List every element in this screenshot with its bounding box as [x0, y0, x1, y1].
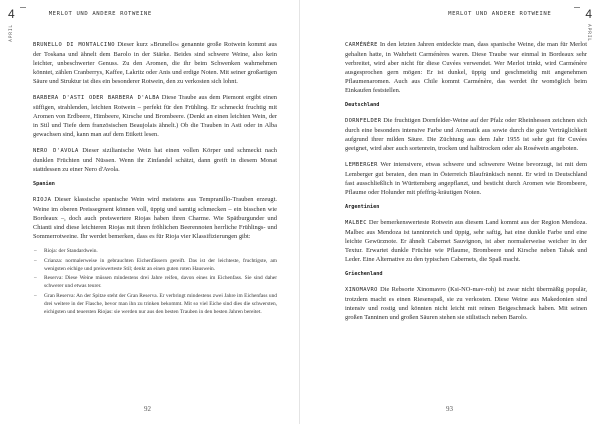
right-header-rule: [574, 7, 580, 8]
left-side-label: APRIL: [9, 24, 14, 42]
right-running-title: MERLOT UND ANDERE ROTWEINE: [448, 11, 552, 17]
wine-term: BARBERA D'ASTI ODER BARBERA D'ALBA: [33, 95, 160, 102]
wine-entry: [345, 218, 587, 264]
wine-entry: [33, 146, 277, 174]
wine-entry: [345, 160, 587, 197]
wine-entry: [345, 285, 587, 322]
wine-entry: [33, 93, 277, 139]
country-heading: Deutschland: [345, 102, 380, 109]
left-header: [8, 7, 288, 21]
wine-entry: [345, 116, 587, 153]
right-chapter-number: 4: [585, 7, 592, 21]
left-content: [33, 40, 277, 319]
left-chapter-number: 4: [8, 7, 15, 21]
country-heading: Griechenland: [345, 271, 383, 278]
country-heading: Spanien: [33, 180, 55, 187]
wine-description: Wer intensivere, etwas schwere und schwerere Weine bevorzugt, ist mit dem Lemberger gut beraten, den man in Österreich Blaufränkisch nennt. Er wird in Deutschland fast ausschließlich in Württemberg angepflanzt, und besticht durch Aromen wie Brombeere, Pflaume oder Holunder mit pfeffrig-kräutigen Noten.: [345, 161, 587, 196]
wine-term: RIOJA: [33, 196, 52, 203]
left-header-rule: [20, 7, 26, 8]
right-page: [300, 0, 600, 424]
wine-description: Diese Traube aus dem Piemont ergibt einen süffigen, strahlenden, leichten Rotwein – perfekt für den Frühling. Er schmeckt fruchtig mit Aromen von Erdbeere, Himbeere, Kirsche und Brombeere. (Denkt an einen leichten Wein, der in Stil und Tiefe dem französischen Beaujolais ähnelt.) Ob die Trauben in Asti oder in Alba gewachsen sind, kann man auf dem Etikett lesen.: [33, 94, 277, 138]
wine-term: LEMBERGER: [345, 162, 378, 169]
list-item: – Reserva: Diese Weine müssen mindestens drei Jahre reifen, davon eines im Eichenfass. Sie sind daher schwerer und etwas teurer.: [33, 275, 277, 291]
wine-term: BRUNELLO DI MONTALCINO: [33, 42, 115, 48]
right-header: [312, 7, 592, 21]
rioja-classification-list: [33, 248, 277, 317]
list-item: – Gran Reserva: An der Spitze steht der Gran Reserva. Er verbringt mindestens zwei Jahre im Eichenfass und drei weitere in der Flasche, bevor man ihn zu trinken bekommt. Mit so viel Eiche sind dies die schwersten, eichigsten und teuersten Riojas: sie werden nur aus den besten Trauben in den besten Jahren bereitet.: [33, 293, 277, 316]
wine-description: Dieser klassische spanische Wein wird meistens aus Tempranillo-Trauben erzeugt. Weine im oberen Preissegment können voll, üppig und samtig schmecken – ein bisschen wie Bordeaux –, doch auch preiswertere Riojas haben ihren Charme. Wie Spätburgunder und Chianti sind diese leichteren Riojas mit ihren fröhlichen Beerennoten herrliche Frühlings- und Sommerrotweine. Ihr werdet bemerken, dass es für Rioja vier Klassifizierungen gibt:: [33, 195, 277, 240]
right-side-label: APRIL: [586, 24, 591, 42]
wine-term: CARMÉNÈRE: [345, 42, 378, 48]
wine-term: MALBEC: [345, 220, 367, 227]
wine-term: DORNFELDER: [345, 118, 382, 125]
list-item: – Rioja: der Standardwein.: [33, 248, 277, 256]
wine-description: Der bemerkenswerteste Rotwein aus diesem Land kommt aus der Region Mendoza. Malbec aus Mendoza ist tanninreich und üppig, sehr saftig, hat eine dunkle Farbe und eine leichte Gewürznote. Er ähnelt Cabernet Sauvignon, ist aber normalerweise weicher in der Textur. Erwartet dunkle Früchte wie Pflaume, Brombeere und Kirsche neben Tabak und Leder. Eine Alternative zu den typischen Cabernets, die Spaß macht.: [345, 219, 587, 263]
left-running-title: MERLOT UND ANDERE ROTWEINE: [48, 11, 152, 17]
wine-description: Dieser sizilianische Wein hat einen vollen Körper und schmeckt nach dunklen Früchten und Nüssen. Wenn ihr Zinfandel schätzt, dann greift in diesem Monat stattdessen zu einer Nero d'Avola.: [33, 147, 278, 173]
wine-term: XINOMAVRO: [345, 287, 378, 294]
left-page-number: 92: [144, 405, 151, 413]
wine-description: In den letzten Jahren entdeckte man, dass spanische Weine, die man für Merlot gehalten hatte, in Wahrheit Carménères waren. Diese Traube war einmal in Bordeaux sehr verbreitet, wird aber nicht für diese Cuvées verwendet. Wer Merlot trinkt, wird Carménère ausgesprochen gern mögen: Er ist dunkel, üppig und geschmeidig mit angenehmen Pflaumenaromen. Auch aus Chile kommt Carménère, das werdet ihr womöglich beim Einkaufen feststellen.: [345, 41, 587, 95]
wine-entry: [33, 195, 277, 241]
wine-description: Die fruchtigen Dornfelder-Weine auf der Pfalz oder Rheinhessen zeichnen sich durch eine besonders intensive Farbe und Aromatik aus sowie durch die gute Verträglichkeit aufgrund ihrer milden Säure. Die Züchtung aus dem Jahr 1955 ist sehr gut für Cuvées geeignet, wird aber auch sortenrein, trocken und halbtrocken oder als Roséwein angeboten.: [345, 117, 587, 152]
wine-description: Die Rebsorte Xinomavro (Ksi-NO-mav-roh) ist zwar nicht übermäßig populär, trotzdem macht es einen Riesenspaß, sie zu verkosten. Diese Weine aus Makedonien sind intensiv und rostig und könnten nicht leicht mit reinen Beigeschmack haben. Mit seinen großen Tanninen und großen Säuren stehen sie stilistisch neben Barolo.: [345, 286, 587, 321]
wine-term: NERO D'AVOLA: [33, 148, 79, 155]
right-content: [345, 40, 587, 329]
list-item: – Crianza: normalerweise in gebrauchten Eichenfässern gereift. Das ist der leichteste, fruchtigste, am wenigsten eichige und preiswerteste Stil; denkt an einen guten roten Hauswein.: [33, 258, 277, 274]
wine-entry: [345, 40, 587, 95]
wine-entry: [33, 40, 277, 86]
right-page-number: 93: [446, 405, 453, 413]
wine-description: Dieser kurz »Brunello« genannte große Rotwein kommt aus der Toskana und ähnelt dem Barolo in der Stärke. Beides sind schwere Weine, also kein leichter, unbeschwerter Genuss. Zu den Aromen, die ihr beim Schwenken wahrnehmen könntet, zählen Cranberrys, Kaffee, Lakritz oder Anis und erdige Noten. Mit seiner großartigen Säure und Struktur ist dies ein besonderer Rotwein, den zu verkosten sich lohnt.: [33, 41, 278, 85]
country-heading: Argentinien: [345, 204, 380, 211]
